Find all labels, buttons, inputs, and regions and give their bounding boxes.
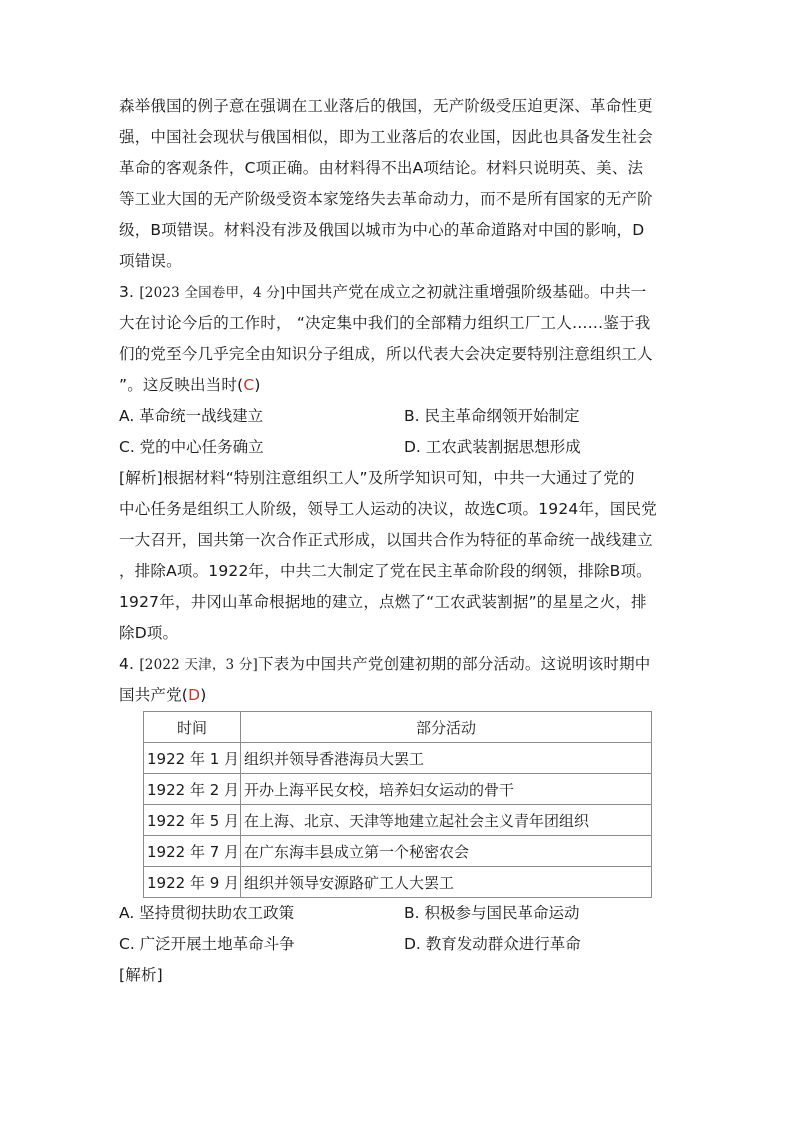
question-3-stem-line	[119, 370, 675, 401]
text-line: 项错误。	[119, 252, 182, 270]
question-4	[119, 649, 675, 991]
question-stem-text: 下表为中国共产党创建初期的部分活动。这说明该时期中	[258, 655, 651, 673]
question-3-stem-line	[119, 277, 675, 308]
previous-analysis	[119, 91, 675, 277]
question-4-analysis-label: [解析]	[119, 966, 163, 984]
option-d: D. 工农武装割据思想形成	[404, 438, 581, 456]
table-cell-time: 1922 年 9 月	[144, 867, 241, 898]
question-source: [2023 全国卷甲，4 分]	[139, 285, 286, 301]
table-cell-time: 1922 年 2 月	[144, 774, 241, 805]
question-source: [2022 天津，3 分]	[139, 657, 258, 673]
option-a: A. 革命统一战线建立	[119, 407, 264, 425]
table-cell-time: 1922 年 1 月	[144, 743, 241, 774]
option-c: C. 广泛开展土地革命斗争	[119, 935, 295, 953]
question-stem-text: ”。这反映出当时(	[119, 376, 244, 394]
column-header-time: 时间	[144, 712, 241, 743]
table-cell-activity: 在上海、北京、天津等地建立起社会主义青年团组织	[241, 805, 652, 836]
table-cell-activity: 在广东海丰县成立第一个秘密农会	[241, 836, 652, 867]
option-d: D. 教育发动群众进行革命	[404, 935, 581, 953]
table-cell-activity: 组织并领导安源路矿工人大罢工	[241, 867, 652, 898]
answer-letter: C	[243, 376, 255, 394]
table-cell-activity: 组织并领导香港海员大罢工	[241, 743, 652, 774]
analysis-line: [解析]根据材料“特别注意组织工人”及所学知识可知，中共一大通过了党的	[119, 469, 635, 487]
option-b: B. 民主革命纲领开始制定	[404, 407, 580, 425]
analysis-line: ，排除A项。1922年，中共二大制定了党在民主革命阶段的纲领，排除B项。	[119, 562, 652, 580]
stem-close-paren: )	[254, 376, 261, 394]
text-line: 革命的客观条件，C项正确。由材料得不出A项结论。材料只说明英、美、法	[119, 159, 644, 177]
question-4-stem-line	[119, 680, 675, 711]
option-a: A. 坚持贯彻扶助农工政策	[119, 904, 295, 922]
analysis-line: 中心任务是组织工人阶级，领导工人运动的决议，故选C项。1924年，国民党	[119, 500, 657, 518]
options-row	[119, 898, 675, 929]
text-line: 等工业大国的无产阶级受资本家笼络失去革命动力，而不是所有国家的无产阶	[119, 190, 653, 208]
table-row	[144, 867, 652, 898]
question-number: 3.	[119, 283, 140, 301]
table-row	[144, 774, 652, 805]
question-3-stem-line: 大在讨论今后的工作时， “决定集中我们的全部精力组织工厂工人……鉴于我	[119, 314, 651, 332]
table-row	[144, 836, 652, 867]
table-row	[144, 805, 652, 836]
text-line: 森举俄国的例子意在强调在工业落后的俄国，无产阶级受压迫更深、革命性更	[119, 97, 653, 115]
document-content	[119, 91, 675, 991]
table-header-row	[144, 712, 652, 743]
option-c: C. 党的中心任务确立	[119, 438, 264, 456]
question-number: 4.	[119, 655, 140, 673]
question-4-stem-line	[119, 649, 675, 680]
stem-close-paren: )	[200, 686, 207, 704]
text-line: 强，中国社会现状与俄国相似，即为工业落后的农业国，因此也具备发生社会	[119, 128, 653, 146]
question-3	[119, 277, 675, 649]
question-stem-text: 国共产党(	[119, 686, 189, 704]
table-cell-time: 1922 年 7 月	[144, 836, 241, 867]
analysis-line: 一大召开，国共第一次合作正式形成，以国共合作为特征的革命统一战线建立	[119, 531, 653, 549]
analysis-line: 1927年，井冈山革命根据地的建立，点燃了“工农武装割据”的星星之火，排	[119, 593, 647, 611]
text-line: 级，B项错误。材料没有涉及俄国以城市为中心的革命道路对中国的影响，D	[119, 221, 645, 239]
table-cell-time: 1922 年 5 月	[144, 805, 241, 836]
options-row	[119, 929, 675, 960]
question-stem-text: 中国共产党在成立之初就注重增强阶级基础。中共一	[285, 283, 647, 301]
options-row	[119, 432, 675, 463]
answer-letter: D	[188, 686, 201, 704]
analysis-line: 除D项。	[119, 624, 179, 642]
table-cell-activity: 开办上海平民女校，培养妇女运动的骨干	[241, 774, 652, 805]
column-header-activity: 部分活动	[241, 712, 652, 743]
activities-table	[143, 711, 652, 898]
options-row	[119, 401, 675, 432]
question-3-analysis	[119, 463, 675, 649]
table-row	[144, 743, 652, 774]
option-b: B. 积极参与国民革命运动	[404, 904, 580, 922]
question-3-stem-line: 们的党至今几乎完全由知识分子组成，所以代表大会决定要特别注意组织工人	[119, 345, 653, 363]
